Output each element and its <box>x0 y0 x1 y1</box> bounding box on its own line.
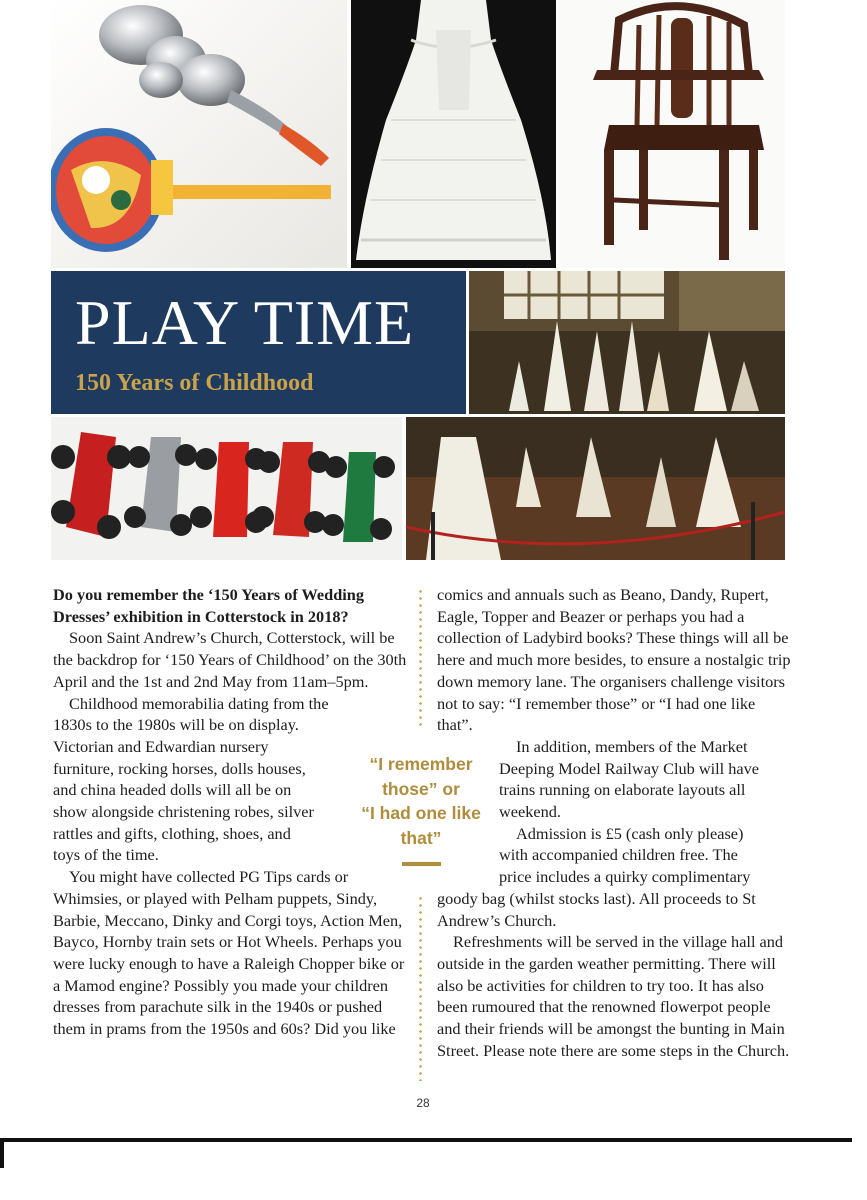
wooden-chair-photo <box>559 0 785 268</box>
article-paragraph: comics and annuals such as Beano, Dandy, Rupert, Eagle, Topper and Beazer or perhaps you had a collection of Ladybird books? These things will all be here and much more besides, to ensure a nostalgic trip down memory lane. The organisers challenge visitors not to say: “I remember those” or “I had one like that”. <box>437 585 791 735</box>
article-paragraph: In addition, members of the Market Deeping Model Railway Club will have trains running on elaborate layouts all weekend. <box>499 736 759 822</box>
pull-quote: “I remember those” or “I had one like that” <box>361 754 481 848</box>
article-paragraph-cont: 1830s to the 1980s will be on display. Victorian and Edwardian nursery furniture, rocking horses, dolls houses, and china headed dolls will all be on show alongside christening robes, silver rattles and gifts, clothing, shoes, and toys of the time. <box>53 715 314 865</box>
scan-edge-corner <box>0 1138 4 1168</box>
exhibition-upper-photo <box>469 271 785 414</box>
article-right-column <box>437 584 792 1061</box>
column-divider-upper <box>419 588 422 726</box>
christening-robe-photo <box>351 0 556 268</box>
toy-cars-photo <box>51 417 402 560</box>
page-title: PLAY TIME <box>75 287 415 358</box>
page-subtitle: 150 Years of Childhood <box>75 370 314 396</box>
silver-rattle-photo <box>51 0 347 268</box>
title-banner <box>51 271 466 414</box>
article-intro: Do you remember the ‘150 Years of Wedding Dresses’ exhibition in Cotterstock in 2018? <box>53 585 364 626</box>
pull-quote-rule <box>402 862 441 866</box>
scan-edge-line <box>0 1138 852 1142</box>
article-paragraph: Refreshments will be served in the village hall and outside in the garden weather permitting. There will also be activities for children to try too. It has also been rumoured that the renowned flowerpot people and their friends will be amongst the bunting in Main Street. Please note there are some steps in the Church. <box>437 932 790 1060</box>
article-paragraph: Soon Saint Andrew’s Church, Cotterstock, will be the backdrop for ‘150 Years of Childhood’ on the 30th April and the 1st and 2nd May from 11am–5pm. <box>53 628 407 691</box>
article-paragraph: You might have collected PG Tips cards or Whimsies, or played with Pelham puppets, Sindy, Barbie, Meccano, Dinky and Corgi toys, Action Men, Bayco, Hornby train sets or Hot Wheels. Perhaps you were lucky enough to have a Raleigh Chopper bike or a Mamod engine? Possibly you made your children dresses from parachute silk in the 1940s or pushed them in prams from the 1950s and 60s? Did you like <box>53 867 405 1039</box>
article-wrap-block <box>437 736 792 888</box>
exhibition-lower-photo <box>406 417 785 560</box>
article-paragraph: Admission is £5 (cash only please) with accompanied children free. The price includes a quirky complimentary <box>499 823 751 887</box>
page-number: 28 <box>416 1096 430 1110</box>
column-divider-lower <box>419 895 422 1081</box>
article-paragraph-cont: goody bag (whilst stocks last). All proceeds to St Andrew’s Church. <box>437 888 756 930</box>
article-paragraph: Childhood memorabilia dating from the <box>69 693 329 713</box>
